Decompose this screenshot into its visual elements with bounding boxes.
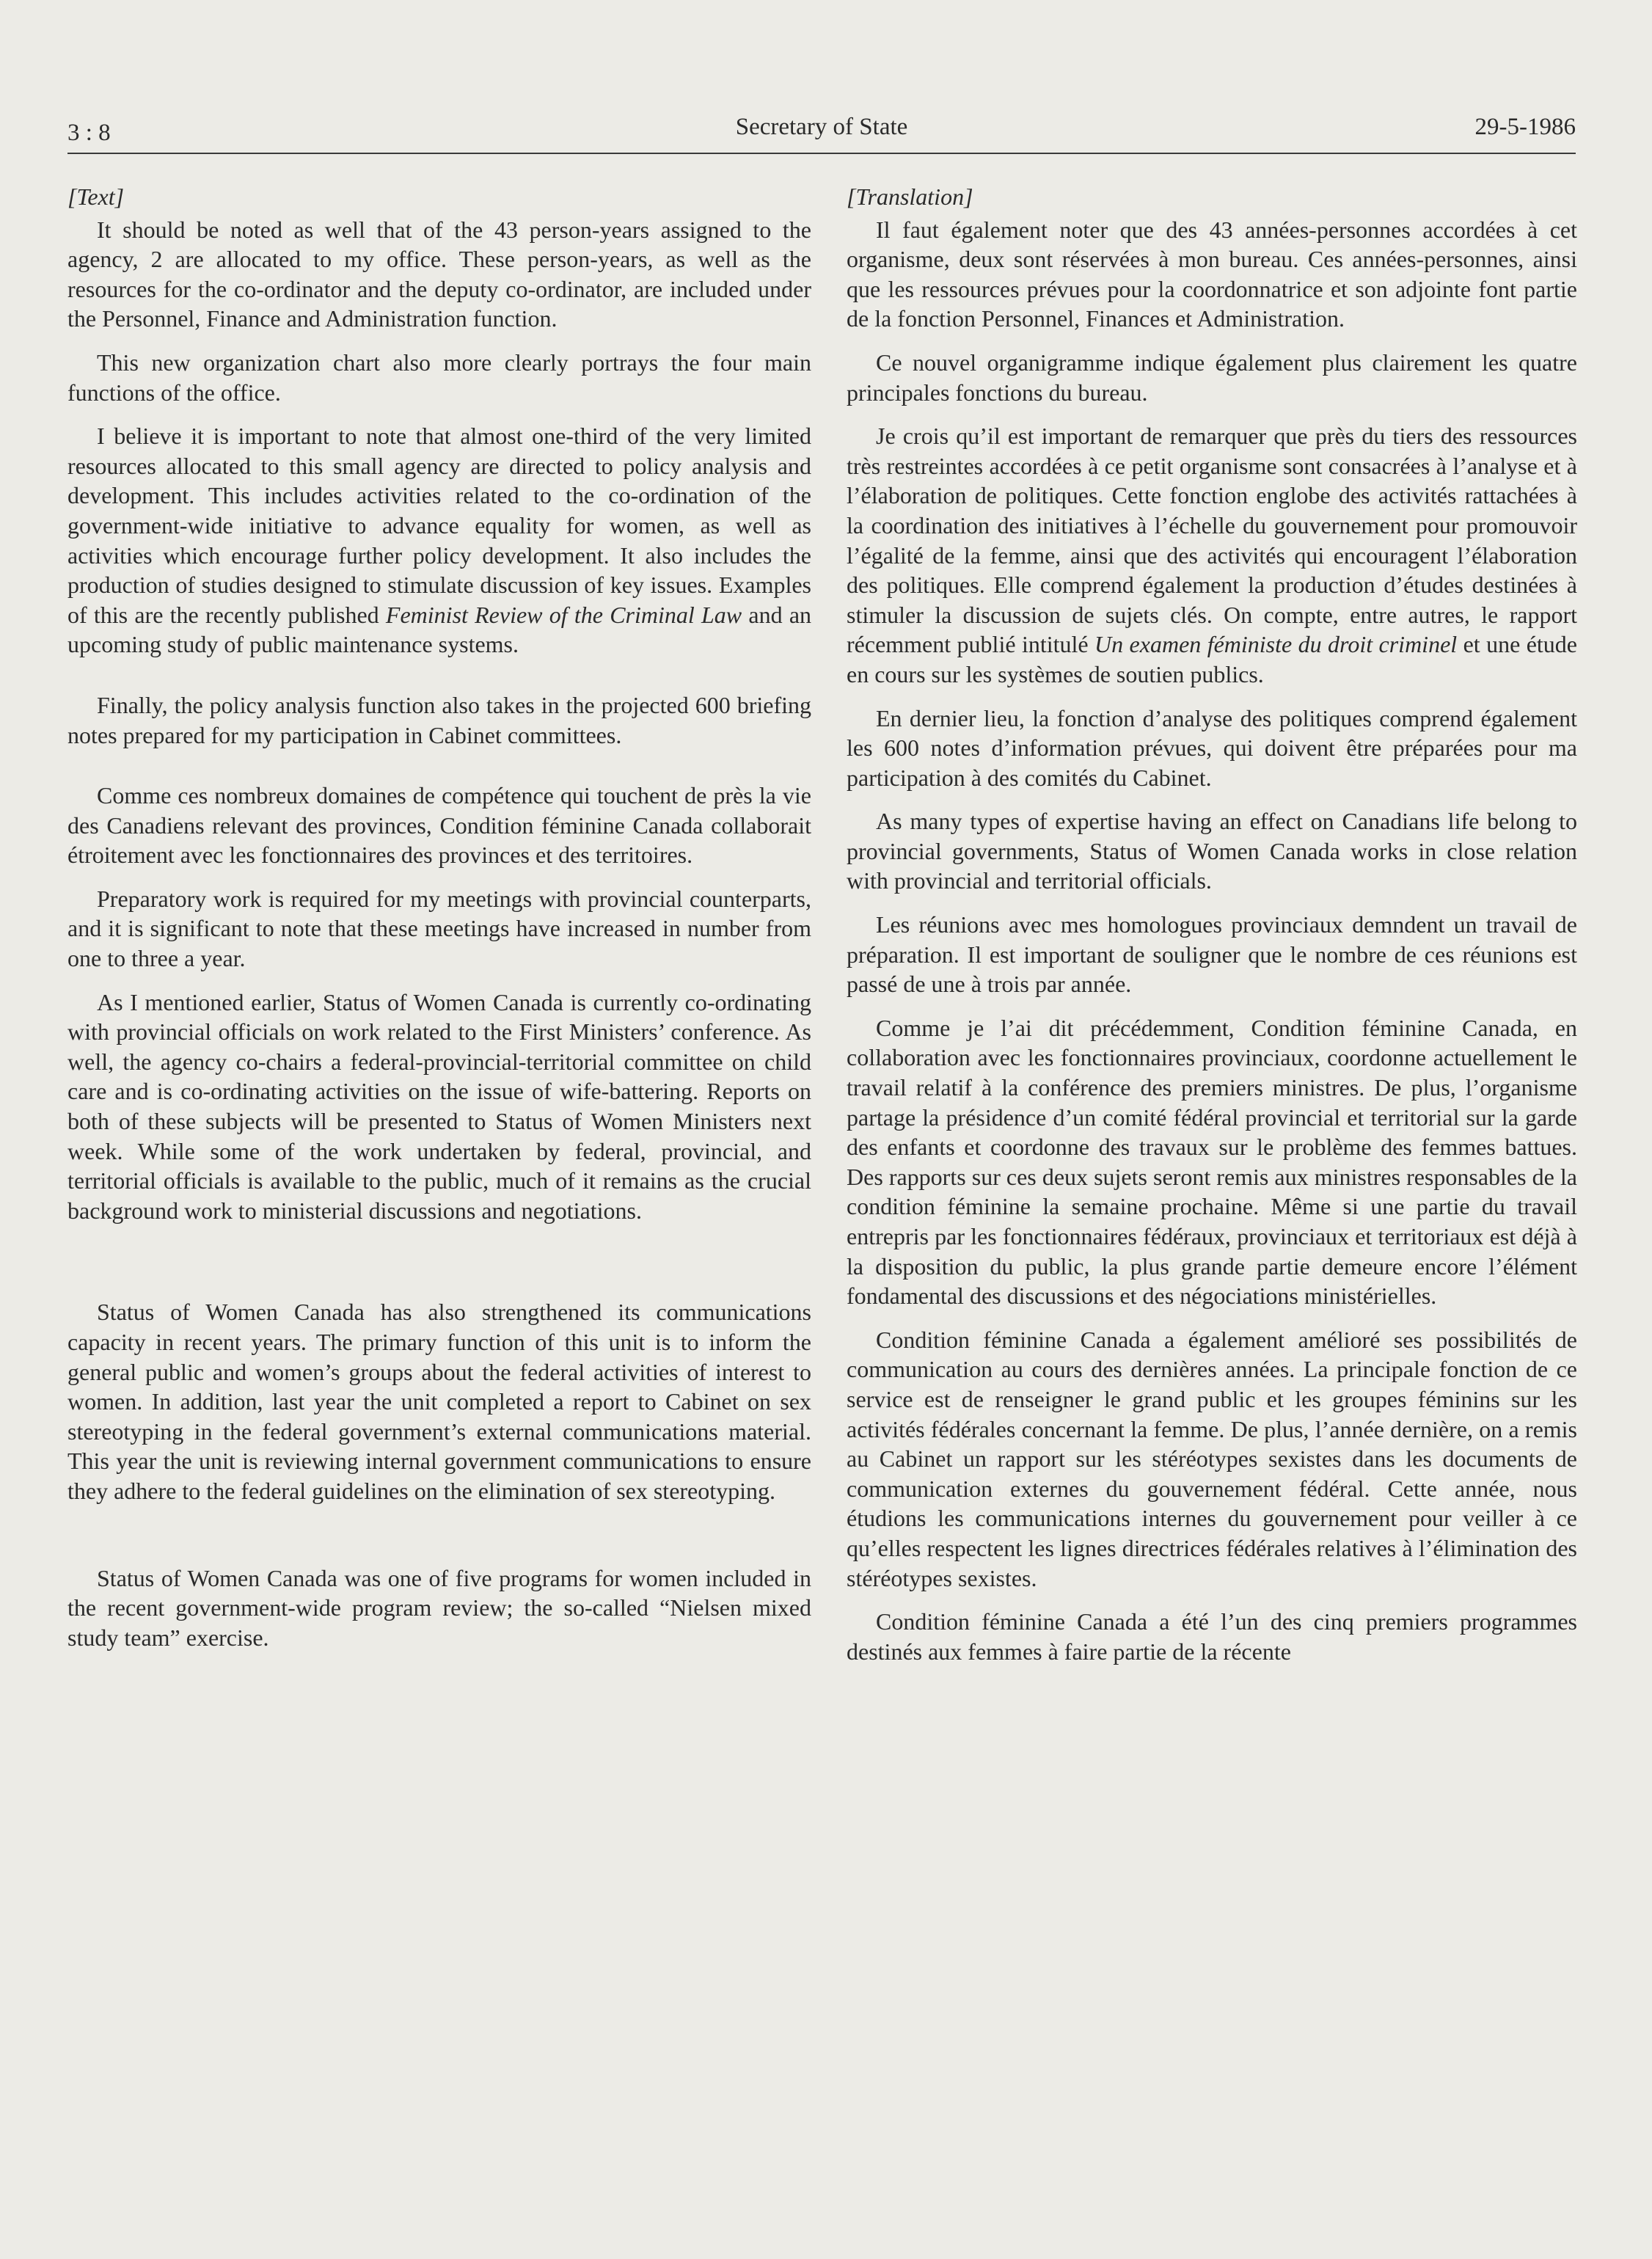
paragraph: Comme ces nombreux domaines de compétence qui touchent de près la vie des Canadiens relevant des provinces, Condition féminine Canada collaborait étroitement avec les fonctionnaires des provinces et des territoires.: [67, 782, 811, 869]
paragraph: Status of Women Canada was one of five programs for women included in the recent government-wide program review; the so-called “Nielsen mixed study team” exercise.: [67, 1564, 811, 1651]
publication-title: Feminist Review of the Criminal Law: [385, 601, 742, 628]
page-header: [67, 109, 1576, 154]
paragraph: This new organization chart also more clearly portrays the four main functions of the office.: [67, 348, 811, 406]
paragraph: I believe it is important to note that almost one-third of the very limited resources allocated to this small agency are directed to policy analysis and development. This includes activities related to the co-ordination of the government-wide initiative to advance equality for women, as well as activities which encourage further policy development. It also includes the production of studies designed to stimulate discussion of key issues. Examples of this are the recently published Feminist Review of the Criminal Law and an upcoming study of public maintenance systems.: [67, 423, 812, 658]
paragraph: Condition féminine Canada a également amélioré ses possibilités de communication au cours des dernières années. La principale fonction de ce service est de renseigner le grand public et les groupes féminins sur les activités fédérales concernant la femme. De plus, l’année dernière, on a remis au Cabinet un rapport sur les stéréotypes sexistes dans les documents de communication externes du gouvernement fédéral. Cette année, nous étudions les communications internes du gouvernement pour veiller à ce qu’elles respectent les lignes directrices fédérales relatives à l’élimination des stéréotypes sexistes.: [847, 1326, 1577, 1591]
text-label: [Text]: [67, 183, 125, 210]
paragraph: Il faut également noter que des 43 années-personnes accordées à cet organisme, deux sont réservées à mon bureau. Ces années-personnes, ainsi que les ressources prévues pour la coordonnatrice et son adjointe font partie de la fonction Personnel, Finances et Administration.: [847, 216, 1577, 332]
paragraph: Condition féminine Canada a été l’un des cinq premiers programmes destinés aux femmes à faire partie de la récente: [847, 1608, 1577, 1665]
paragraph: It should be noted as well that of the 43 person-years assigned to the agency, 2 are allocated to my office. These person-years, as well as the resources for the co-ordinator and the deputy co-ordinator, are included under the Personnel, Finance and Administration function.: [67, 216, 811, 332]
running-title: Secretary of State: [735, 114, 908, 140]
french-column: [847, 182, 1577, 1680]
paragraph: Je crois qu’il est important de remarquer que près du tiers des ressources très restreintes accordées à ce petit organisme sont consacrées à l’analyse et à l’élaboration de politiques. Cette fonction englobe des activités rattachées à la coordination des initiatives à l’échelle du gouvernement pour promouvoir l’égalité de la femme, ainsi que des activités qui encouragent l’élaboration des politiques. Elle comprend également la production d’études destinées à stimuler la discussion de sujets clés. On compte, entre autres, le rapport récemment publié intitulé Un examen féministe du droit criminel et une étude en cours sur les systèmes de soutien publics.: [847, 423, 1578, 687]
paragraph: As I mentioned earlier, Status of Women Canada is currently co-ordinating with provincial officials on work related to the First Ministers’ conference. As well, the agency co-chairs a federal-provincial-territorial committee on child care and is co-ordinating activities on the issue of wife-battering. Reports on both of these subjects will be presented to Status of Women Ministers next week. While some of the work undertaken by federal, provincial, and territorial officials is available to the public, much of it remains as the crucial background work to ministerial discussions and negotiations.: [67, 988, 811, 1224]
paragraph: Les réunions avec mes homologues provinciaux demndent un travail de préparation. Il est important de souligner que le nombre de ces réunions est passé de une à trois par année.: [847, 911, 1577, 998]
page-number: 3 : 8: [67, 120, 111, 146]
publication-title: Un examen féministe du droit criminel: [1094, 631, 1458, 658]
paragraph: En dernier lieu, la fonction d’analyse des politiques comprend également les 600 notes d’information prévues, qui doivent être préparées pour ma participation à des comités du Cabinet.: [847, 704, 1577, 791]
header-date: 29-5-1986: [1474, 114, 1576, 140]
paragraph: Status of Women Canada has also strengthened its communications capacity in recent years. The primary function of this unit is to inform the general public and women’s groups about the federal activities of interest to women. In addition, last year the unit completed a report to Cabinet on sex stereotyping in the federal government’s external communications material. This year the unit is reviewing internal government communications to ensure they adhere to the federal guidelines on the elimination of sex stereotyping.: [67, 1299, 811, 1504]
paragraph: Ce nouvel organigramme indique également plus clairement les quatre principales fonctions du bureau.: [847, 348, 1577, 406]
paragraph: As many types of expertise having an effect on Canadians life belong to provincial governments, Status of Women Canada works in close relation with provincial and territorial officials.: [847, 808, 1577, 894]
paragraph: Finally, the policy analysis function also takes in the projected 600 briefing notes prepared for my participation in Cabinet committees.: [67, 691, 811, 748]
paragraph: Preparatory work is required for my meetings with provincial counterparts, and it is significant to note that these meetings have increased in number from one to three a year.: [67, 885, 811, 972]
english-column: [67, 182, 811, 1666]
paragraph: Comme je l’ai dit précédemment, Condition féminine Canada, en collaboration avec les fonctionnaires provinciaux, coordonne actuellement le travail relatif à la conférence des premiers ministres. De plus, l’organisme partage la présidence d’un comité fédéral provincial et territorial sur la garde des enfants et coordonne des travaux sur le problème des femmes battues. Des rapports sur ces deux sujets seront remis aux ministres responsables de la condition féminine la semaine prochaine. Même si une partie du travail entrepris par les fonctionnaires fédéraux, provinciaux et territoriaux est déjà à la disposition du public, la plus grande partie demeure encore l’élément fondamental des discussions et des négociations ministérielles.: [847, 1014, 1577, 1310]
translation-label: [Translation]: [847, 183, 973, 210]
